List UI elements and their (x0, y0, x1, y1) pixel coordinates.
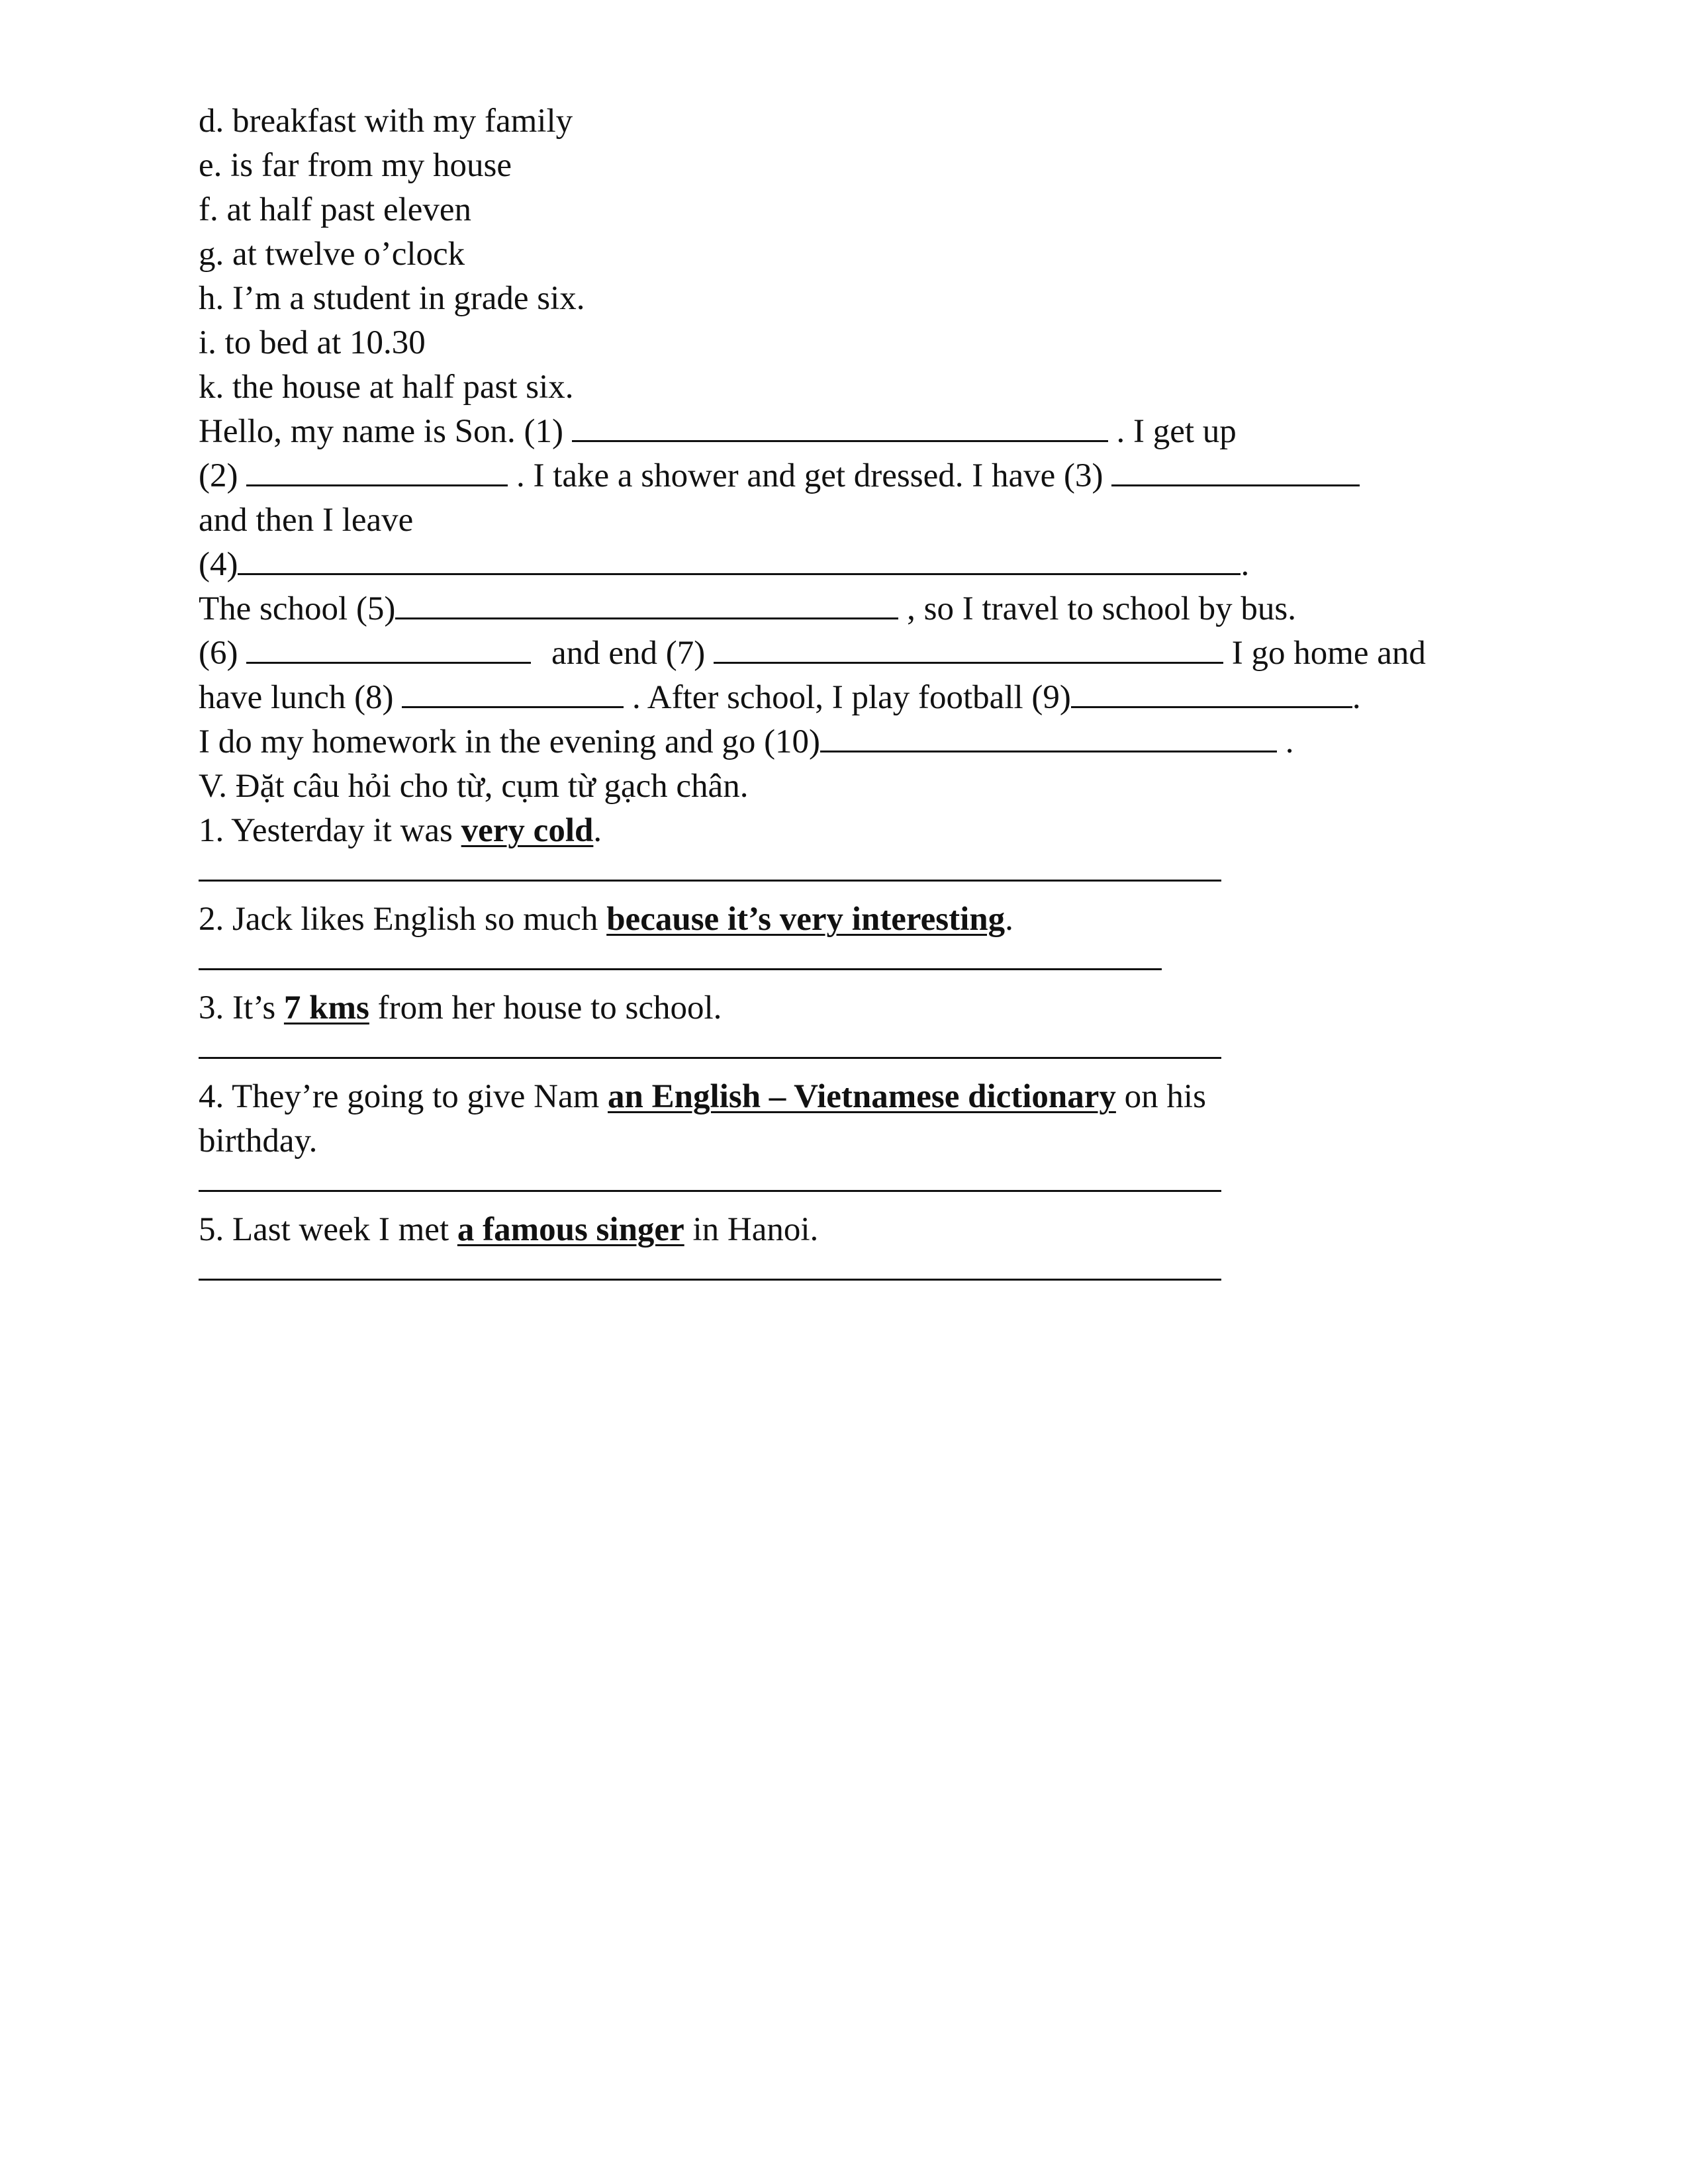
answer-line-2[interactable] (199, 942, 1489, 986)
underlined-phrase: a famous singer (457, 1211, 684, 1248)
underlined-phrase: very cold (461, 812, 594, 849)
cloze-passage (199, 410, 1489, 764)
section-v-heading: V. Đặt câu hỏi cho từ, cụm từ gạch chân. (199, 768, 749, 805)
blank-9[interactable] (1071, 676, 1352, 708)
passage-line-6: (6) and end (7) I go home and (199, 631, 1489, 676)
answer-line-4[interactable] (199, 1163, 1489, 1208)
option-d: d. breakfast with my family (199, 103, 573, 140)
answer-line-3[interactable] (199, 1030, 1489, 1075)
blank-2[interactable] (246, 454, 508, 486)
question-1: 1. Yesterday it was very cold. (199, 812, 602, 849)
question-3: 3. It’s 7 kms from her house to school. (199, 989, 722, 1026)
underlined-phrase: 7 kms (283, 989, 369, 1026)
section-v (199, 764, 1489, 1297)
passage-line-2: (2) . I take a shower and get dressed. I have (3) (199, 454, 1489, 498)
blank-6[interactable] (246, 631, 531, 664)
answer-line-1[interactable] (199, 853, 1489, 897)
question-5: 5. Last week I met a famous singer in Hanoi. (199, 1211, 819, 1248)
passage-line-8: I do my homework in the evening and go (10) . (199, 720, 1489, 764)
blank-8[interactable] (402, 676, 624, 708)
option-i: i. to bed at 10.30 (199, 324, 426, 361)
option-g: g. at twelve o’clock (199, 236, 465, 273)
underlined-phrase: because it’s very interesting (606, 901, 1006, 938)
passage-line-1: Hello, my name is Son. (1) . I get up (199, 410, 1489, 454)
option-h: h. I’m a student in grade six. (199, 280, 585, 317)
question-4-continued: birthday. (199, 1122, 318, 1160)
underlined-phrase: an English – Vietnamese dictionary (608, 1078, 1116, 1115)
passage-line-4: (4) . (199, 543, 1489, 587)
option-e: e. is far from my house (199, 147, 512, 184)
worksheet-page (199, 99, 1489, 1297)
passage-line-7: have lunch (8) . After school, I play football (9) . (199, 676, 1489, 720)
passage-line-3: and then I leave (199, 502, 414, 539)
answer-line-5[interactable] (199, 1252, 1489, 1297)
blank-3[interactable] (1111, 454, 1360, 486)
answer-options (199, 99, 1489, 410)
blank-1[interactable] (572, 410, 1108, 442)
blank-4[interactable] (238, 543, 1241, 575)
question-2: 2. Jack likes English so much because it’s very interesting. (199, 901, 1013, 938)
question-4: 4. They’re going to give Nam an English – Vietnamese dictionary on his (199, 1078, 1206, 1115)
blank-5[interactable] (395, 587, 898, 619)
blank-7[interactable] (714, 631, 1223, 664)
option-k: k. the house at half past six. (199, 369, 574, 406)
blank-10[interactable] (820, 720, 1277, 752)
passage-line-5: The school (5) , so I travel to school by bus. (199, 587, 1489, 631)
option-f: f. at half past eleven (199, 191, 472, 228)
